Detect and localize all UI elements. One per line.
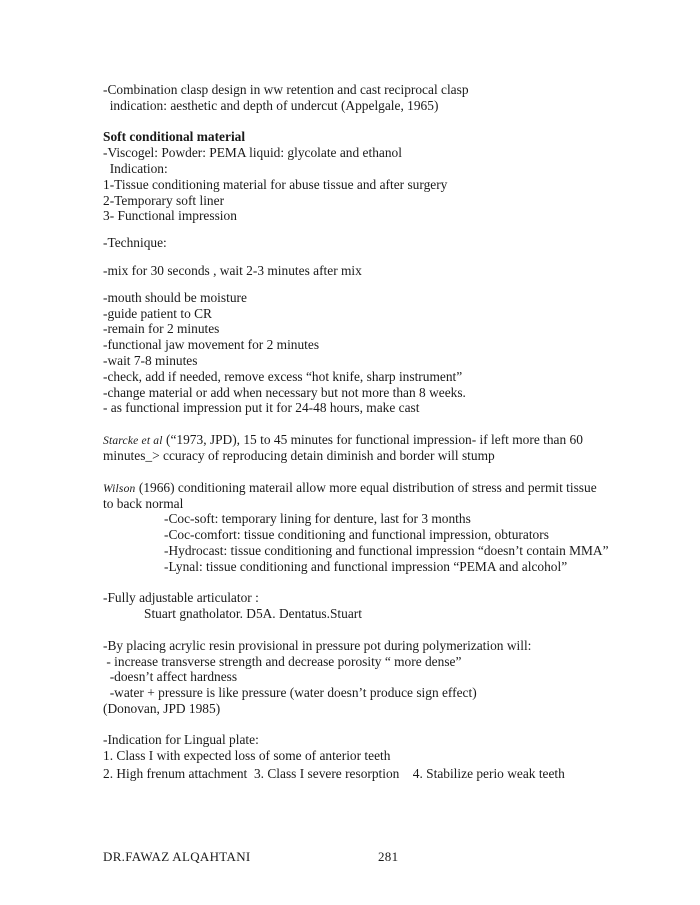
list-item: 1. Class I with expected loss of some of anterior teeth bbox=[103, 748, 391, 763]
citation: (Donovan, JPD 1985) bbox=[103, 701, 221, 716]
list-item: 2-Temporary soft liner bbox=[103, 193, 225, 208]
list-item: -change material or add when necessary but not more than 8 weeks. bbox=[103, 385, 466, 400]
list-item: 2. High frenum attachment 3. Class I severe resorption 4. Stabilize perio weak teeth bbox=[103, 766, 565, 781]
text-line: -Fully adjustable articulator : bbox=[103, 590, 259, 605]
list-item: 1-Tissue conditioning material for abuse tissue and after surgery bbox=[103, 177, 448, 192]
list-item: -water + pressure is like pressure (water doesn’t produce sign effect) bbox=[103, 685, 477, 700]
text-line: -Indication for Lingual plate: bbox=[103, 732, 259, 747]
list-item: -guide patient to CR bbox=[103, 306, 212, 321]
text-line bbox=[103, 432, 583, 449]
list-item: -functional jaw movement for 2 minutes bbox=[103, 337, 320, 352]
text-line: to back normal bbox=[103, 496, 184, 511]
list-item: -Hydrocast: tissue conditioning and functional impression “doesn’t contain MMA” bbox=[164, 543, 609, 558]
list-item: -mouth should be moisture bbox=[103, 290, 247, 305]
text-line: minutes_> ccuracy of reproducing detain diminish and border will stump bbox=[103, 448, 495, 463]
list-item: -wait 7-8 minutes bbox=[103, 353, 198, 368]
author-reference: Wilson bbox=[103, 483, 136, 495]
list-item: -Coc-comfort: tissue conditioning and functional impression, obturators bbox=[164, 527, 549, 542]
text-line: indication: aesthetic and depth of undercut (Appelgale, 1965) bbox=[103, 98, 439, 113]
text-line bbox=[103, 480, 597, 497]
text-line: -Combination clasp design in ww retention and cast reciprocal clasp bbox=[103, 82, 469, 97]
text-line: Indication: bbox=[103, 161, 168, 176]
author-reference: Starcke et al bbox=[103, 435, 163, 447]
text-line: -mix for 30 seconds , wait 2-3 minutes after mix bbox=[103, 263, 362, 278]
page-number: 281 bbox=[378, 849, 399, 864]
section-heading: Soft conditional material bbox=[103, 129, 246, 144]
text-line: -Technique: bbox=[103, 235, 167, 250]
list-item: - increase transverse strength and decrease porosity “ more dense” bbox=[103, 654, 462, 669]
list-item: -doesn’t affect hardness bbox=[103, 669, 238, 684]
list-item: - as functional impression put it for 24-48 hours, make cast bbox=[103, 400, 420, 415]
footer-author: DR.FAWAZ ALQAHTANI bbox=[103, 849, 251, 864]
text-line: -Viscogel: Powder: PEMA liquid: glycolate and ethanol bbox=[103, 145, 402, 160]
list-item: -check, add if needed, remove excess “hot knife, sharp instrument” bbox=[103, 369, 463, 384]
text-span: (“1973, JPD), 15 to 45 minutes for functional impression- if left more than 60 bbox=[162, 432, 583, 447]
text-line: -By placing acrylic resin provisional in pressure pot during polymerization will: bbox=[103, 638, 532, 653]
text-line: Stuart gnatholator. D5A. Dentatus.Stuart bbox=[144, 606, 362, 621]
list-item: 3- Functional impression bbox=[103, 208, 237, 223]
text-span: (1966) conditioning materail allow more equal distribution of stress and permit tissue bbox=[135, 480, 597, 495]
list-item: -Lynal: tissue conditioning and functional impression “PEMA and alcohol” bbox=[164, 559, 568, 574]
list-item: -remain for 2 minutes bbox=[103, 321, 220, 336]
list-item: -Coc-soft: temporary lining for denture, last for 3 months bbox=[164, 511, 471, 526]
